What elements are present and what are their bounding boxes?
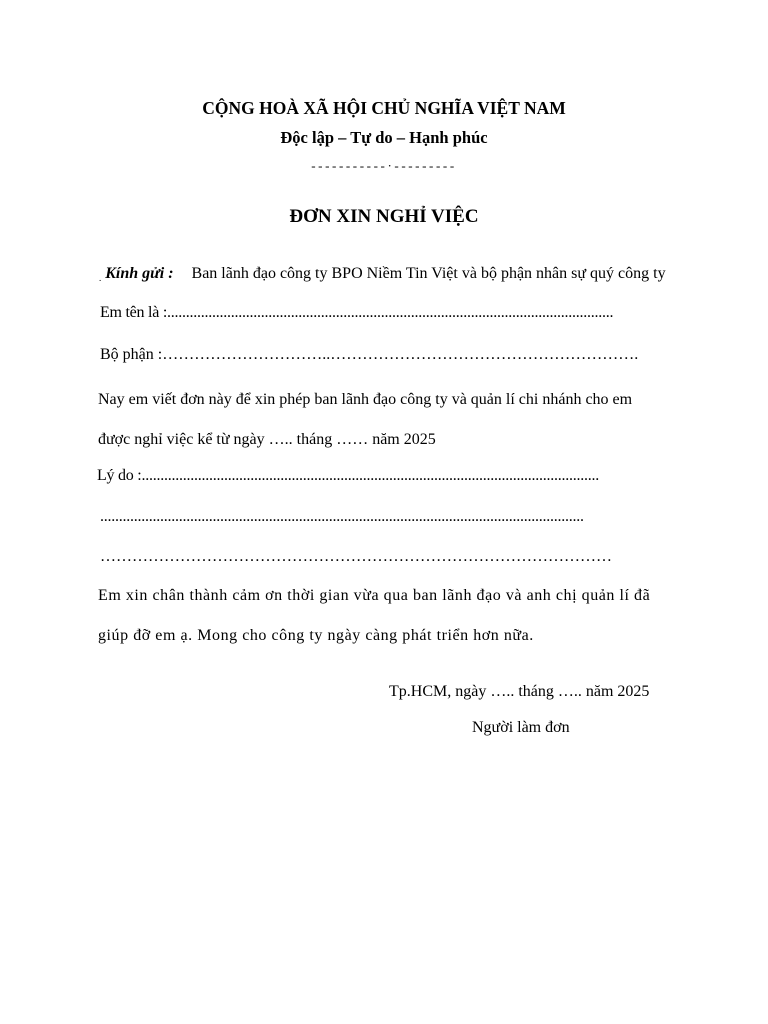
name-field-line: Em tên là :....................................................................................................................... <box>100 304 614 321</box>
thanks-text-line-1: Em xin chân thành cảm ơn thời gian vừa qua ban lãnh đạo và anh chị quản lí đã <box>98 587 651 604</box>
thanks-text-line-2: giúp đỡ em ạ. Mong cho công ty ngày càng phát triển hơn nữa. <box>98 627 534 644</box>
recipient-prefix-mark: . <box>99 273 102 283</box>
department-field-line: Bộ phận :…………………………..…………………………………………………. <box>100 346 639 363</box>
request-text-line-2: được nghỉ việc kể từ ngày ….. tháng …… năm 2025 <box>98 431 436 448</box>
national-motto: Độc lập – Tự do – Hạnh phúc <box>280 128 488 147</box>
header-divider: -----------·--------- <box>311 158 457 173</box>
signer-label: Người làm đơn <box>472 719 570 736</box>
reason-field-line: Lý do :.......................................................................................................................... <box>97 467 599 484</box>
document-title: ĐƠN XIN NGHỈ VIỆC <box>289 206 479 227</box>
reason-blank-line-2: …………………………………………………………………………………… <box>100 548 612 565</box>
reason-blank-line-1: ................................................................................................................................. <box>100 508 584 525</box>
place-date-line: Tp.HCM, ngày ….. tháng ….. năm 2025 <box>389 683 650 700</box>
request-text-line-1: Nay em viết đơn này để xin phép ban lãnh đạo công ty và quản lí chi nhánh cho em <box>98 391 633 408</box>
recipient-line <box>99 264 666 288</box>
recipient-text: Ban lãnh đạo công ty BPO Niềm Tin Việt và bộ phận nhân sự quý công ty <box>191 265 666 282</box>
recipient-label: Kính gửi : <box>105 265 174 282</box>
national-title: CỘNG HOÀ XÃ HỘI CHỦ NGHĨA VIỆT NAM <box>202 98 566 118</box>
